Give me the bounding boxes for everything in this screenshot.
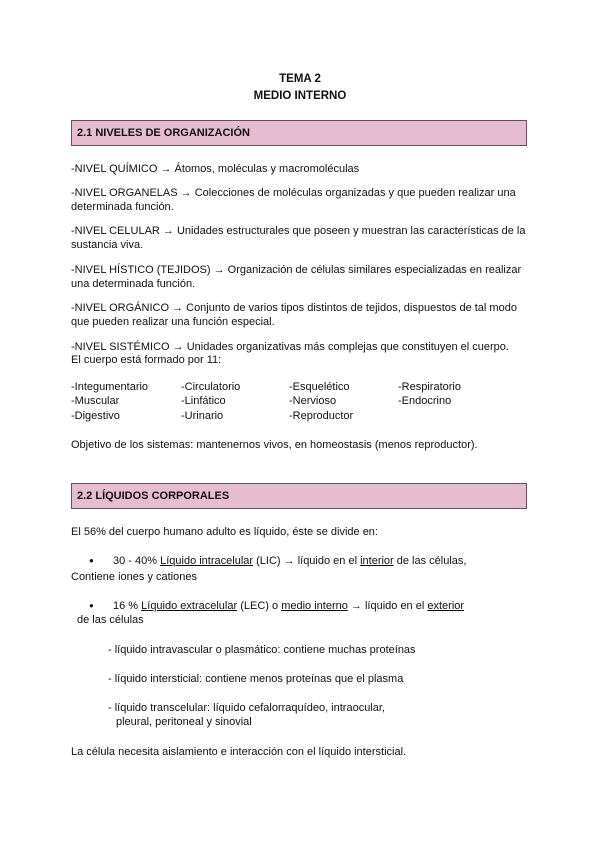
system-item: -Nervioso [289, 395, 337, 407]
closing-sentence: La célula necesita aislamiento e interacción con el líquido intersticial. [71, 746, 407, 758]
level-name: -NIVEL ORGÁNICO [71, 302, 169, 314]
lic-post: de las células, [396, 555, 467, 567]
system-item: -Reproductor [289, 410, 354, 422]
subtype-transcelular-cont: pleural, peritoneal y sinovial [116, 716, 252, 728]
arrow-icon: → [162, 225, 174, 237]
level-histico [71, 263, 531, 291]
arrow-icon: → [172, 302, 184, 314]
doc-title-line2: MEDIO INTERNO [253, 90, 347, 102]
system-item: -Muscular [71, 395, 120, 407]
level-desc: Conjunto de varios tipos distintos de tejidos, dispuestos de tal modo que pueden realizar una función especial. [71, 302, 517, 328]
system-item: -Endocrino [398, 395, 452, 407]
lec-term: Líquido extracelular [141, 600, 238, 612]
bullet-icon: ● [89, 556, 94, 565]
arrow-icon: → [213, 264, 225, 276]
lec-line [113, 599, 533, 613]
lic-line2: Contiene iones y cationes [71, 571, 197, 583]
level-sistemico [71, 340, 531, 354]
level-desc: Unidades estructurales que poseen y muestran las características de la sustancia viva. [71, 225, 526, 251]
systems-objective: Objetivo de los sistemas: mantenernos vivos, en homeostasis (menos reproductor). [71, 439, 478, 451]
doc-title-line1: TEMA 2 [279, 73, 321, 85]
liquids-intro: El 56% del cuerpo humano adulto es líquido, éste se divide en: [71, 526, 378, 538]
bullet-icon: ● [89, 601, 94, 610]
lec-place: exterior [427, 600, 465, 612]
lic-place: interior [360, 555, 394, 567]
section-heading-liquidos: 2.2 LÍQUIDOS CORPORALES [71, 483, 527, 509]
lic-term: Líquido intracelular [160, 555, 254, 567]
body-intro: El cuerpo está formado por 11: [71, 354, 222, 366]
lec-percent: 16 % [113, 600, 139, 612]
arrow-icon: → [350, 600, 362, 612]
system-item: -Integumentario [71, 381, 149, 393]
system-item: -Circulatorio [181, 381, 241, 393]
lec-abbr: (LEC) o [240, 600, 279, 612]
section-heading-niveles: 2.1 NIVELES DE ORGANIZACIÓN [71, 120, 527, 146]
subtype-intravascular: - líquido intravascular o plasmático: contiene muchas proteínas [108, 644, 416, 656]
level-quimico [71, 162, 531, 176]
arrow-icon: → [180, 187, 192, 199]
lec-line2: de las células [77, 614, 144, 626]
level-name: -NIVEL QUÍMICO [71, 163, 158, 175]
level-desc: Organización de células similares especializadas en realizar una determinada función. [71, 264, 522, 290]
system-item: -Respiratorio [398, 381, 461, 393]
arrow-icon: → [160, 163, 172, 175]
level-name: -NIVEL ORGANELAS [71, 187, 178, 199]
lec-term2: medio interno [281, 600, 348, 612]
level-name: -NIVEL CELULAR [71, 225, 160, 237]
level-name: -NIVEL SISTÉMICO [71, 341, 170, 353]
subtype-transcelular: - líquido transcelular: líquido cefalorraquídeo, intraocular, [108, 702, 385, 714]
lic-abbr: (LIC) [256, 555, 281, 567]
system-item: -Digestivo [71, 410, 120, 422]
lic-line [113, 554, 533, 568]
level-organelas [71, 186, 531, 214]
level-celular [71, 224, 531, 252]
level-desc: Colecciones de moléculas organizadas y que pueden realizar una determinada función. [71, 187, 516, 213]
system-item: -Urinario [181, 410, 224, 422]
arrow-icon: → [172, 341, 184, 353]
system-item: -Esquelético [289, 381, 350, 393]
lic-pre: líquido en el [297, 555, 358, 567]
arrow-icon: → [283, 555, 295, 567]
system-item: -Linfático [181, 395, 226, 407]
subtype-intersticial: - líquido intersticial: contiene menos proteínas que el plasma [108, 673, 404, 685]
level-desc: Átomos, moléculas y macromoléculas [174, 163, 360, 175]
level-desc: Unidades organizativas más complejas que constituyen el cuerpo. [186, 341, 509, 353]
lic-percent: 30 - 40% [113, 555, 158, 567]
level-organico [71, 301, 531, 329]
lec-pre: líquido en el [364, 600, 425, 612]
level-name: -NIVEL HÍSTICO (TEJIDOS) [71, 264, 211, 276]
